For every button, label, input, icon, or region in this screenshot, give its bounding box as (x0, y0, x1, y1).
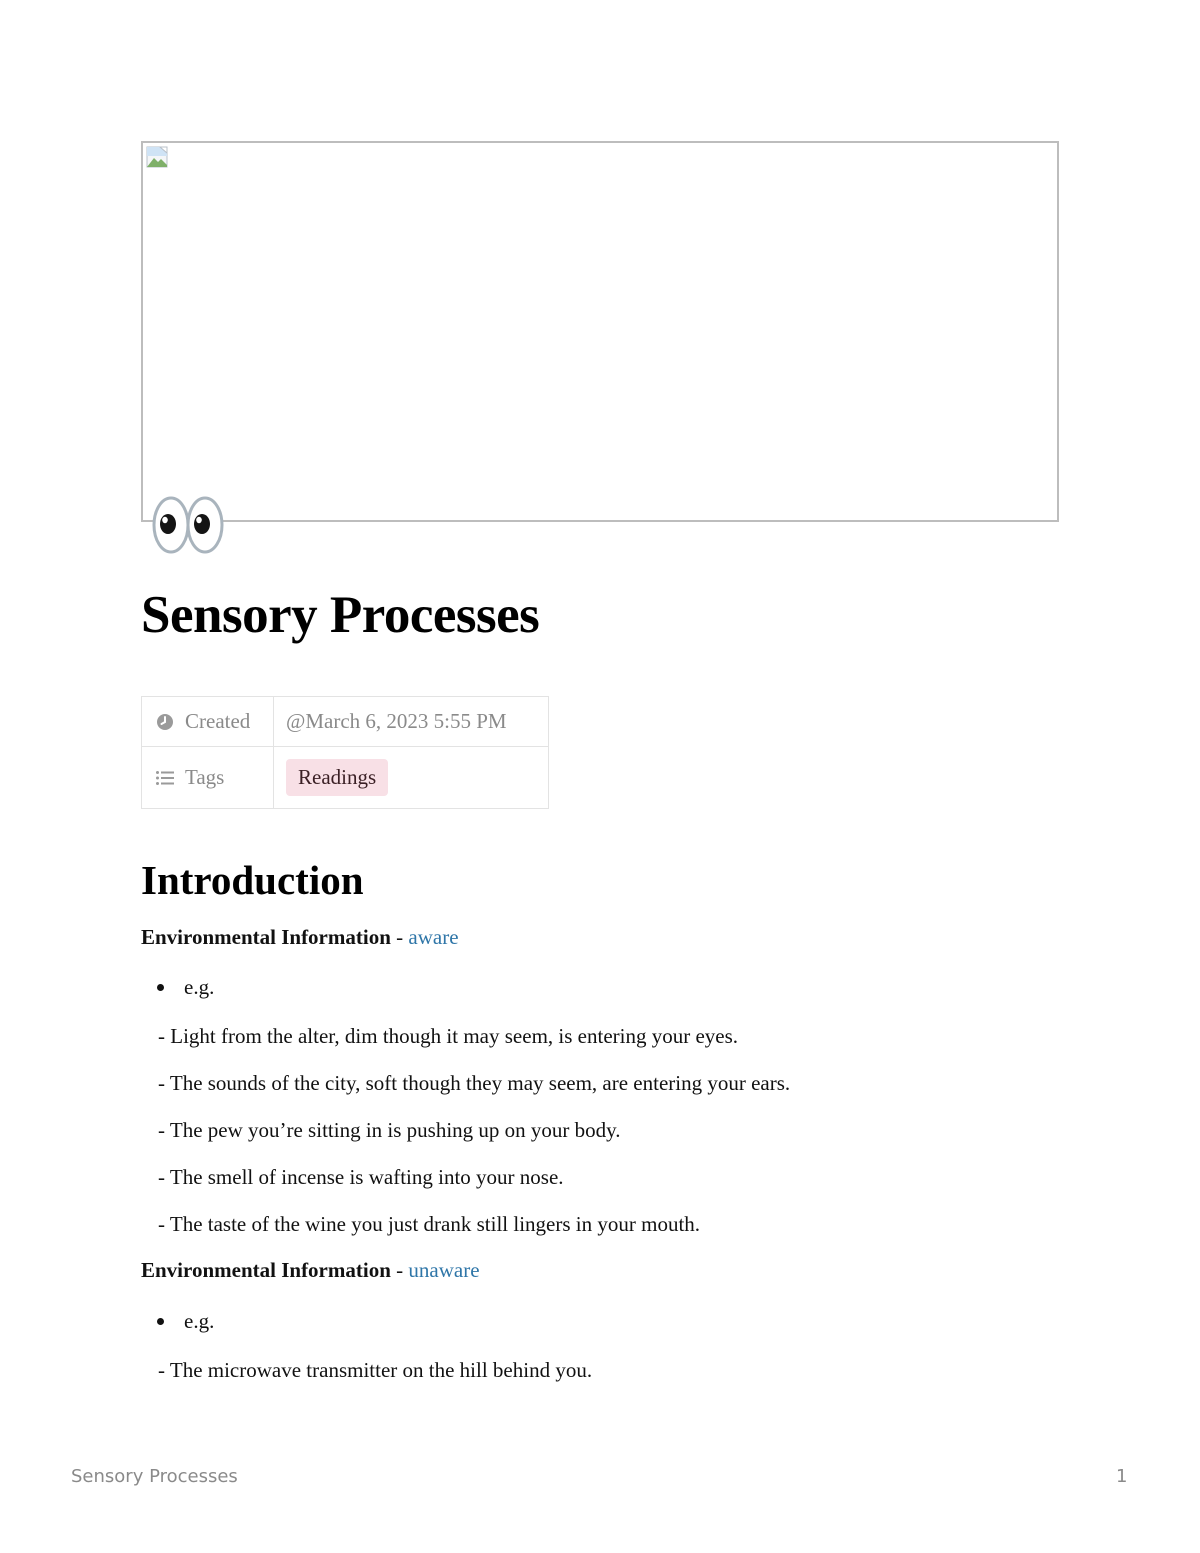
list-item (156, 973, 214, 1001)
bullet-dot (157, 1318, 164, 1325)
environmental-information-label: Environmental Information (141, 1258, 391, 1282)
list-icon (155, 768, 175, 788)
clock-icon (155, 712, 175, 732)
property-name-created (142, 697, 274, 747)
environmental-information-label: Environmental Information (141, 925, 391, 949)
separator: - (390, 925, 409, 949)
list-item: - Light from the alter, dim though it may seem, is entering your eyes. (158, 1024, 739, 1048)
property-row-tags (142, 747, 549, 809)
created-value: @March 6, 2023 5:55 PM (286, 709, 507, 733)
property-value-tags[interactable] (274, 747, 549, 809)
list-item: - The smell of incense is wafting into your nose. (158, 1165, 564, 1189)
property-value-created[interactable] (274, 697, 549, 747)
properties-table (141, 696, 549, 809)
property-name-tags (142, 747, 274, 809)
created-label: Created (185, 709, 251, 733)
cover-image (141, 141, 1059, 522)
tags-label: Tags (185, 765, 225, 789)
paragraph-environmental-unaware (141, 1256, 480, 1284)
list-item: - The taste of the wine you just drank still lingers in your mouth. (158, 1212, 701, 1236)
broken-image-icon (146, 146, 168, 168)
list-item: - The pew you’re sitting in is pushing up on your body. (158, 1118, 621, 1142)
eyes-emoji-icon (148, 494, 232, 556)
aware-text: aware (408, 925, 459, 949)
list-item: - The microwave transmitter on the hill behind you. (158, 1358, 593, 1382)
footer-title: Sensory Processes (71, 1466, 238, 1487)
bullet-text: e.g. (184, 975, 215, 999)
footer-page-number: 1 (1116, 1466, 1128, 1487)
separator: - (390, 1258, 409, 1282)
property-row-created (142, 697, 549, 747)
paragraph-environmental-aware (141, 923, 459, 951)
list-item: - The sounds of the city, soft though they may seem, are entering your ears. (158, 1071, 791, 1095)
heading-introduction: Introduction (141, 857, 364, 903)
bullet-text: e.g. (184, 1309, 215, 1333)
list-item (156, 1307, 214, 1335)
page-title: Sensory Processes (141, 586, 540, 644)
unaware-text: unaware (408, 1258, 480, 1282)
tag-readings[interactable]: Readings (286, 759, 388, 796)
bullet-dot (157, 984, 164, 991)
